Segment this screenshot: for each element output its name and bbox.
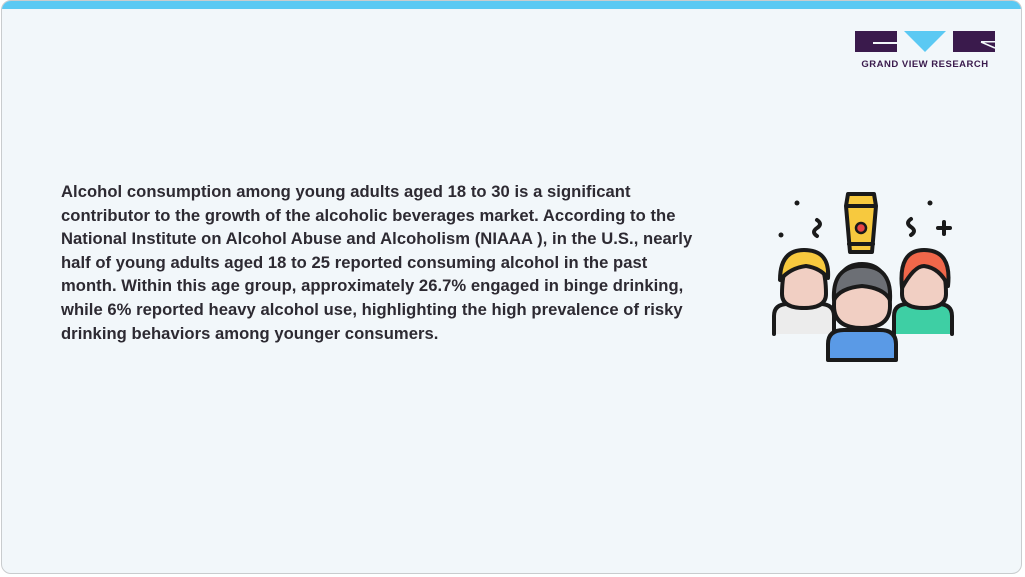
grand-view-research-logo[interactable] (853, 30, 997, 72)
top-accent-bar (2, 1, 1021, 9)
logo-text: GRAND VIEW RESEARCH (861, 59, 989, 70)
body-paragraph: Alcohol consumption among young adults aged 18 to 30 is a significant contributor to the growth of the alcoholic beverages market. According to the National Institute on Alcohol Abuse and Alcoholism (NIAAA ), in the U.S., nearly half of young adults aged 18 to 25 reported consuming alcohol in the past month. Within this age group, approximately 26.7% engaged in binge drinking, while 6% reported heavy alcohol use, highlighting the high prevalence of risky drinking behaviors among younger consumers. (61, 182, 693, 343)
content-card (1, 0, 1022, 574)
gvr-logo-icon (853, 30, 997, 54)
young-adults-drinking-icon (768, 184, 958, 369)
